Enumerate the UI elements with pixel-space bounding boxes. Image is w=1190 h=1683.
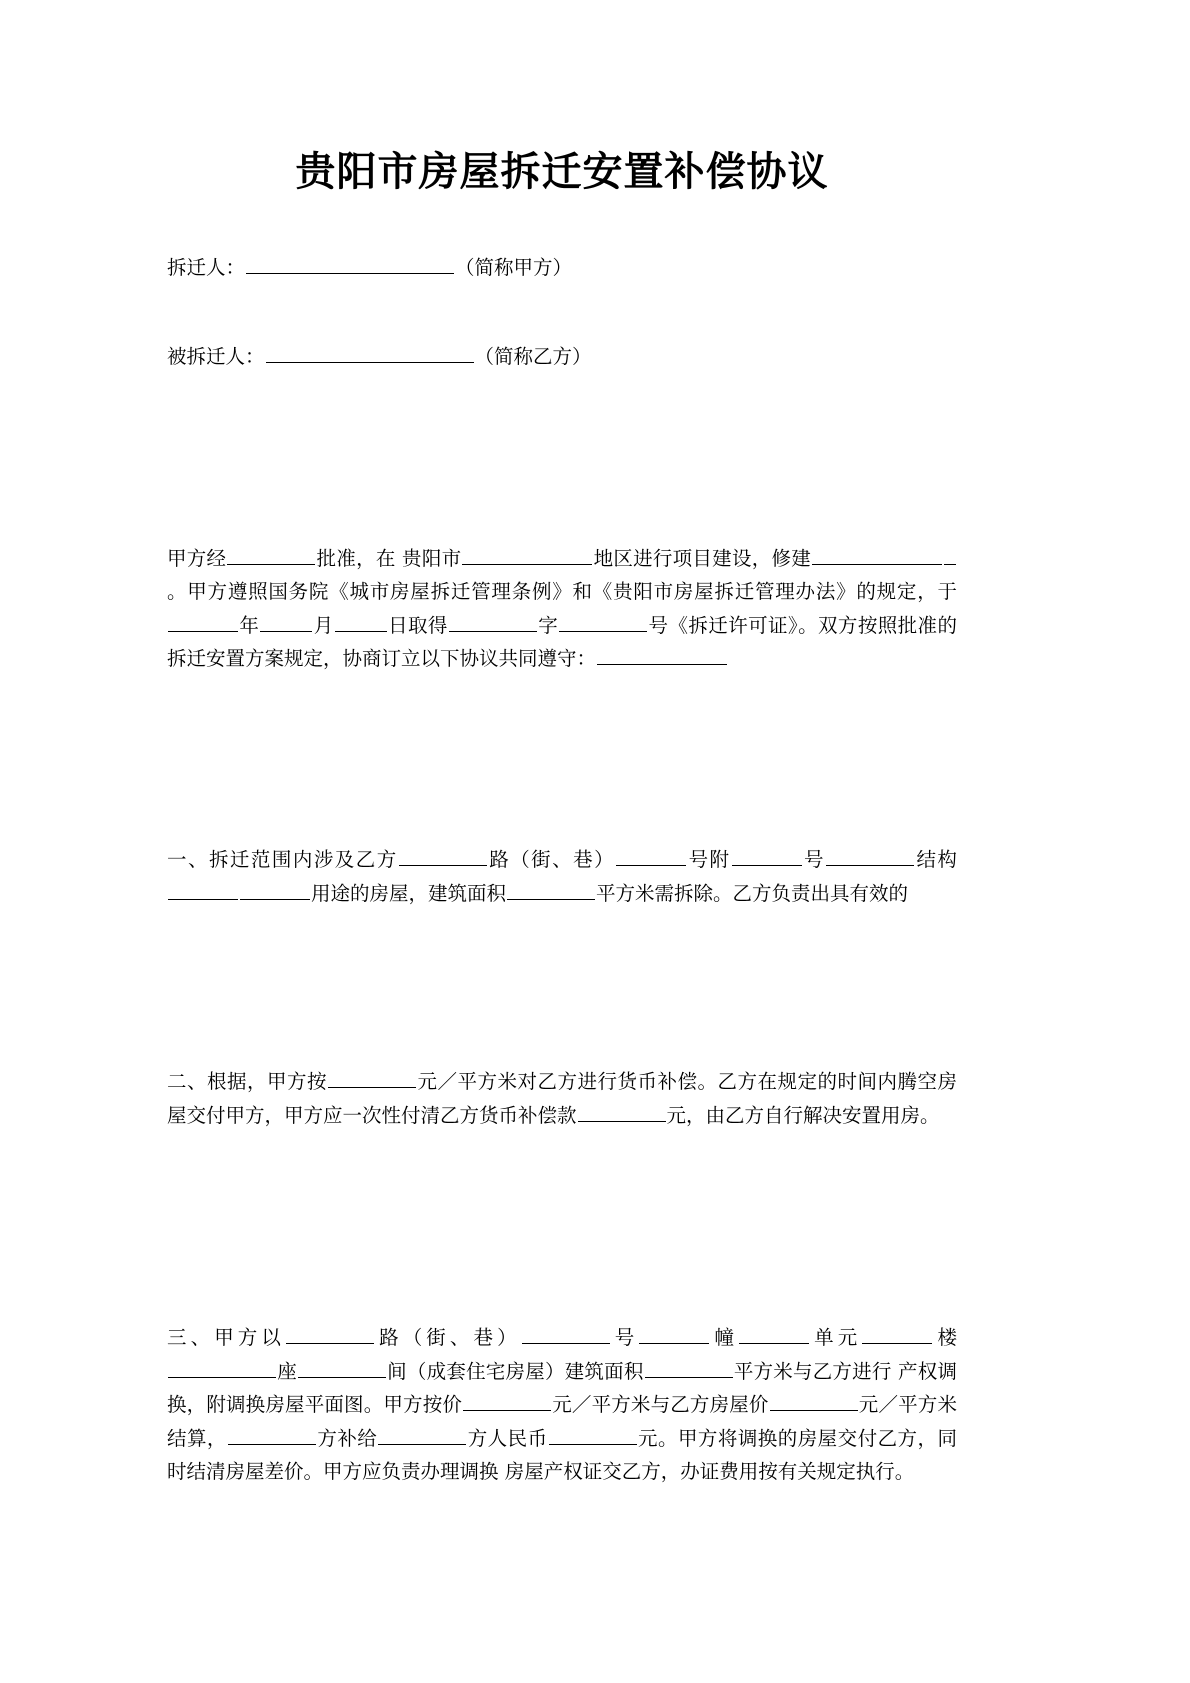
preamble-seg-5: 年 [239,613,260,637]
party-alias-demolisher: （简称甲方） [455,256,573,279]
clause-1-blank-house-number[interactable] [616,846,686,867]
clause-3-seg-9: 平方米与乙方进行 产权调换，附调换房屋平面图。甲方按价 [167,1359,957,1417]
clause-3-seg-14: 元。甲方将调换的房屋交付乙方，同时结清房屋差价。甲方应负责办理调换 房屋产权证交乙方，办证费用按有关规定执行。 [167,1426,957,1484]
page-title: 贵阳市房屋拆迁安置补偿协议 [295,148,829,195]
clause-3-blank-seat[interactable] [168,1357,276,1378]
clause-3-blank-price-b[interactable] [770,1391,858,1412]
spacer-before-clause-2 [167,930,957,1046]
clause-1-blank-area[interactable] [507,879,595,900]
clause-3 [167,1321,957,1489]
clause-2-number: 二、 [167,1070,207,1094]
clause-3-blank-price-a[interactable] [463,1391,551,1412]
clause-1-blank-structure[interactable] [826,846,914,867]
clause-1-blank-usage[interactable] [240,879,310,900]
document-content [167,0,957,1508]
preamble-blank-district[interactable] [462,544,592,565]
preamble-blank-tail[interactable] [597,645,727,666]
clause-3-seg-13: 方人民币 [467,1426,548,1450]
preamble-seg-4: 。甲方遵照国务院《城市房屋拆迁管理条例》和《贵阳市房屋拆迁管理办法》的规定，于 [167,580,957,604]
clause-2-seg-1: 根据，甲方按 [207,1070,327,1094]
clause-1 [167,843,957,910]
clause-1-seg-1: 拆迁范围内涉及乙方 [208,848,398,871]
preamble-seg-6: 月 [313,613,334,637]
clause-2 [167,1065,957,1132]
party-label-demolisher: 拆迁人： [167,256,246,279]
party-block [167,252,957,372]
clause-3-blank-payee[interactable] [378,1424,466,1445]
clause-3-seg-4: 幢 [710,1326,739,1350]
spacer-before-preamble [167,372,957,522]
party-name-blank-demolisher[interactable] [246,254,454,275]
party-name-blank-demolished[interactable] [266,343,474,364]
clause-1-number: 一、 [167,848,209,871]
clause-2-seg-2: 元／平方米对乙方进行货币补偿。乙方在规定的时间内腾空房屋交付甲方，甲方应一次性付清乙方货币补偿款 [167,1070,957,1127]
clause-1-seg-4: 号 [802,848,825,871]
spacer-before-clause-3 [167,1152,957,1302]
preamble-blank-year[interactable] [168,611,238,632]
clause-1-seg-7: 平方米需拆除。乙方负责出具有效的 [596,881,909,905]
spacer-before-clause-1 [167,696,957,824]
clause-1-seg-5: 结构 [914,848,957,871]
clause-1-blank-road[interactable] [399,846,487,867]
clause-3-seg-3: 号 [610,1326,639,1350]
clause-3-blank-unit[interactable] [739,1324,809,1345]
clause-3-seg-5: 单元 [810,1326,862,1350]
preamble-seg-1: 甲方经 [167,546,227,570]
clause-3-seg-11: 元／平方米结算， [167,1393,957,1450]
clause-1-blank-sub-number[interactable] [732,846,802,867]
clause-3-blank-area[interactable] [645,1357,733,1378]
clause-3-seg-2: 路（街、巷） [375,1326,521,1350]
clause-3-blank-difference[interactable] [549,1424,637,1445]
preamble-seg-2: 批准，在 贵阳市 [316,546,462,570]
preamble-blank-permit-number[interactable] [559,611,647,632]
clause-3-blank-number[interactable] [522,1324,610,1345]
clause-3-blank-room[interactable] [298,1357,386,1378]
preamble-blank-project-cont[interactable] [944,544,956,565]
preamble-blank-project[interactable] [812,544,942,565]
party-label-demolished: 被拆迁人： [167,345,265,369]
party-line-demolished [167,341,957,372]
preamble-blank-approval[interactable] [227,544,315,565]
preamble-seg-7: 日取得 [387,613,448,637]
party-alias-demolished: （简称乙方） [474,345,592,369]
preamble-seg-3: 地区进行项目建设，修建 [593,546,811,570]
clause-3-blank-floor[interactable] [862,1324,932,1345]
preamble-blank-permit-word[interactable] [449,611,537,632]
clause-1-seg-6: 用途的房屋，建筑面积 [311,881,507,905]
preamble-seg-9: 号《拆迁许可证》。双方按照批准的拆迁安置方案规定，协商订立以下协议共同遵守： [167,613,957,671]
preamble-blank-day[interactable] [335,611,387,632]
clause-1-blank-structure-cont[interactable] [168,879,238,900]
clause-3-blank-payer[interactable] [228,1424,316,1445]
clause-3-seg-1: 甲方以 [214,1326,285,1350]
clause-2-blank-total-amount[interactable] [578,1101,666,1122]
clause-3-seg-8: 间（成套住宅房屋）建筑面积 [386,1359,644,1383]
preamble-paragraph [167,542,957,676]
clause-3-number: 三、 [167,1326,215,1350]
preamble-blank-month[interactable] [260,611,312,632]
clause-3-seg-7: 座 [277,1359,297,1383]
party-line-demolisher [167,252,957,283]
clause-3-seg-10: 元／平方米与乙方房屋价 [552,1393,769,1417]
clause-3-seg-12: 方补给 [316,1426,378,1450]
clause-1-seg-3: 号附 [687,848,731,871]
clause-3-blank-road[interactable] [286,1324,374,1345]
clause-2-seg-3: 元，由乙方自行解决安置用房。 [666,1103,940,1127]
clause-2-blank-unit-price[interactable] [328,1068,416,1089]
preamble-seg-8: 字 [537,613,559,637]
clause-3-seg-6: 楼 [933,1326,957,1350]
clause-3-blank-building[interactable] [639,1324,709,1345]
clause-1-seg-2: 路（街、巷） [487,848,616,871]
